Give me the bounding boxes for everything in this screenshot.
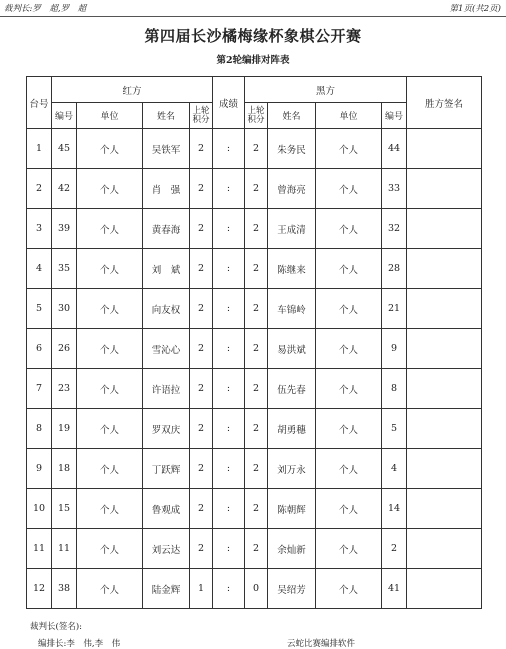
cell-result: :	[213, 489, 245, 529]
cell-red-name: 黄春海	[143, 209, 190, 249]
cell-winner-sign	[407, 409, 482, 449]
header-red-name: 姓名	[143, 103, 190, 129]
footer-software: 云蛇比赛编排软件	[287, 639, 356, 649]
cell-black-prev-score: 2	[245, 489, 268, 529]
cell-black-num: 5	[382, 409, 407, 449]
cell-red-num: 23	[52, 369, 77, 409]
table-row	[27, 129, 482, 169]
cell-result: :	[213, 409, 245, 449]
cell-red-unit: 个人	[77, 569, 143, 609]
cell-table-no: 1	[27, 129, 52, 169]
cell-black-name: 王成清	[268, 209, 316, 249]
cell-black-prev-score: 2	[245, 369, 268, 409]
cell-table-no: 11	[27, 529, 52, 569]
cell-winner-sign	[407, 169, 482, 209]
cell-result: :	[213, 449, 245, 489]
cell-black-num: 44	[382, 129, 407, 169]
cell-red-num: 26	[52, 329, 77, 369]
header-winner-sign: 胜方签名	[407, 77, 482, 129]
cell-black-unit: 个人	[316, 529, 382, 569]
cell-red-prev-score: 2	[190, 369, 213, 409]
page-header	[0, 0, 506, 17]
cell-result: :	[213, 289, 245, 329]
cell-black-unit: 个人	[316, 129, 382, 169]
cell-red-unit: 个人	[77, 129, 143, 169]
cell-black-num: 9	[382, 329, 407, 369]
cell-table-no: 9	[27, 449, 52, 489]
cell-black-name: 朱务民	[268, 129, 316, 169]
cell-winner-sign	[407, 489, 482, 529]
cell-winner-sign	[407, 529, 482, 569]
cell-red-num: 35	[52, 249, 77, 289]
cell-black-prev-score: 2	[245, 249, 268, 289]
cell-red-prev-score: 2	[190, 129, 213, 169]
cell-red-name: 鲁观成	[143, 489, 190, 529]
pairing-rows	[27, 129, 482, 609]
cell-red-num: 30	[52, 289, 77, 329]
cell-black-num: 8	[382, 369, 407, 409]
cell-winner-sign	[407, 329, 482, 369]
cell-winner-sign	[407, 449, 482, 489]
table-row	[27, 529, 482, 569]
cell-table-no: 10	[27, 489, 52, 529]
cell-red-prev-score: 2	[190, 329, 213, 369]
cell-red-num: 18	[52, 449, 77, 489]
cell-red-unit: 个人	[77, 369, 143, 409]
cell-red-unit: 个人	[77, 249, 143, 289]
cell-black-unit: 个人	[316, 489, 382, 529]
table-row	[27, 209, 482, 249]
cell-table-no: 7	[27, 369, 52, 409]
cell-black-name: 曾海亮	[268, 169, 316, 209]
cell-black-prev-score: 2	[245, 169, 268, 209]
cell-red-prev-score: 2	[190, 209, 213, 249]
cell-black-unit: 个人	[316, 289, 382, 329]
cell-red-name: 吴铁军	[143, 129, 190, 169]
cell-black-name: 吴绍芳	[268, 569, 316, 609]
cell-red-num: 42	[52, 169, 77, 209]
page-subtitle: 第2轮编排对阵表	[216, 55, 290, 66]
cell-red-unit: 个人	[77, 169, 143, 209]
cell-black-num: 4	[382, 449, 407, 489]
cell-red-num: 11	[52, 529, 77, 569]
prev-score-line2: 积分	[247, 114, 265, 125]
cell-black-num: 14	[382, 489, 407, 529]
cell-black-num: 28	[382, 249, 407, 289]
cell-red-unit: 个人	[77, 409, 143, 449]
cell-winner-sign	[407, 289, 482, 329]
cell-red-name: 肖 强	[143, 169, 190, 209]
cell-table-no: 5	[27, 289, 52, 329]
cell-table-no: 6	[27, 329, 52, 369]
cell-black-prev-score: 0	[245, 569, 268, 609]
cell-black-name: 胡勇穗	[268, 409, 316, 449]
header-red: 红方	[52, 77, 213, 103]
cell-red-num: 19	[52, 409, 77, 449]
cell-result: :	[213, 129, 245, 169]
table-row	[27, 569, 482, 609]
page-title: 第四届长沙橘梅缘杯象棋公开赛	[144, 27, 362, 45]
cell-red-unit: 个人	[77, 489, 143, 529]
cell-black-unit: 个人	[316, 449, 382, 489]
cell-table-no: 3	[27, 209, 52, 249]
cell-result: :	[213, 569, 245, 609]
cell-black-unit: 个人	[316, 169, 382, 209]
cell-table-no: 12	[27, 569, 52, 609]
cell-red-name: 向友权	[143, 289, 190, 329]
header-red-num: 编号	[52, 103, 77, 129]
cell-table-no: 4	[27, 249, 52, 289]
cell-red-unit: 个人	[77, 529, 143, 569]
prev-score-line1: 上轮	[192, 105, 210, 116]
cell-winner-sign	[407, 249, 482, 289]
table-row	[27, 489, 482, 529]
table-row	[27, 369, 482, 409]
cell-black-prev-score: 2	[245, 409, 268, 449]
cell-red-unit: 个人	[77, 289, 143, 329]
cell-black-unit: 个人	[316, 249, 382, 289]
cell-black-name: 车锦岭	[268, 289, 316, 329]
header-page-number: 第1页(共2页)	[449, 4, 501, 14]
cell-red-num: 45	[52, 129, 77, 169]
cell-red-prev-score: 2	[190, 449, 213, 489]
cell-red-num: 15	[52, 489, 77, 529]
cell-red-prev-score: 2	[190, 249, 213, 289]
table-row	[27, 409, 482, 449]
cell-red-num: 38	[52, 569, 77, 609]
footer-chief-referee: 裁判长(签名):	[30, 622, 82, 632]
cell-red-prev-score: 2	[190, 529, 213, 569]
cell-black-num: 33	[382, 169, 407, 209]
cell-black-prev-score: 2	[245, 209, 268, 249]
cell-black-unit: 个人	[316, 409, 382, 449]
cell-red-name: 许语拉	[143, 369, 190, 409]
cell-black-name: 陈继来	[268, 249, 316, 289]
header-table-no: 台号	[27, 77, 52, 129]
prev-score-line1: 上轮	[247, 105, 265, 116]
header-black-prev-score	[245, 103, 268, 129]
cell-black-prev-score: 2	[245, 529, 268, 569]
cell-red-unit: 个人	[77, 329, 143, 369]
cell-black-unit: 个人	[316, 569, 382, 609]
cell-table-no: 8	[27, 409, 52, 449]
header-red-prev-score	[190, 103, 213, 129]
cell-result: :	[213, 529, 245, 569]
cell-red-num: 39	[52, 209, 77, 249]
cell-result: :	[213, 169, 245, 209]
cell-black-unit: 个人	[316, 329, 382, 369]
cell-red-unit: 个人	[77, 209, 143, 249]
cell-table-no: 2	[27, 169, 52, 209]
cell-black-unit: 个人	[316, 209, 382, 249]
cell-black-num: 21	[382, 289, 407, 329]
header-black-num: 编号	[382, 103, 407, 129]
cell-winner-sign	[407, 209, 482, 249]
cell-black-name: 余灿新	[268, 529, 316, 569]
cell-red-prev-score: 2	[190, 169, 213, 209]
cell-red-name: 罗双庆	[143, 409, 190, 449]
cell-black-num: 32	[382, 209, 407, 249]
cell-result: :	[213, 369, 245, 409]
table-row	[27, 249, 482, 289]
cell-red-prev-score: 2	[190, 489, 213, 529]
cell-winner-sign	[407, 569, 482, 609]
cell-black-prev-score: 2	[245, 129, 268, 169]
pairing-table	[26, 76, 482, 609]
cell-red-name: 刘 斌	[143, 249, 190, 289]
header-referee: 裁判长:罗 超,罗 超	[4, 4, 87, 14]
cell-red-prev-score: 2	[190, 409, 213, 449]
cell-winner-sign	[407, 369, 482, 409]
header-result: 成绩	[213, 77, 245, 129]
cell-black-unit: 个人	[316, 369, 382, 409]
cell-black-prev-score: 2	[245, 329, 268, 369]
cell-red-name: 刘云达	[143, 529, 190, 569]
cell-black-prev-score: 2	[245, 289, 268, 329]
cell-black-name: 易洪斌	[268, 329, 316, 369]
header-black: 黑方	[245, 77, 407, 103]
cell-black-name: 刘万永	[268, 449, 316, 489]
table-row	[27, 289, 482, 329]
cell-red-name: 陆金辉	[143, 569, 190, 609]
cell-result: :	[213, 249, 245, 289]
cell-black-name: 陈朝辉	[268, 489, 316, 529]
cell-red-name: 雪沁心	[143, 329, 190, 369]
cell-black-name: 伍先春	[268, 369, 316, 409]
table-row	[27, 169, 482, 209]
header-black-unit: 单位	[316, 103, 382, 129]
cell-red-unit: 个人	[77, 449, 143, 489]
cell-result: :	[213, 209, 245, 249]
cell-winner-sign	[407, 129, 482, 169]
cell-red-prev-score: 1	[190, 569, 213, 609]
cell-black-num: 2	[382, 529, 407, 569]
prev-score-line2: 积分	[192, 114, 210, 125]
cell-result: :	[213, 329, 245, 369]
cell-black-prev-score: 2	[245, 449, 268, 489]
cell-red-prev-score: 2	[190, 289, 213, 329]
cell-red-name: 丁跃辉	[143, 449, 190, 489]
footer-arranger: 编排长:李 伟,李 伟	[38, 639, 121, 649]
table-row	[27, 449, 482, 489]
cell-black-num: 41	[382, 569, 407, 609]
table-row	[27, 329, 482, 369]
header-red-unit: 单位	[77, 103, 143, 129]
header-black-name: 姓名	[268, 103, 316, 129]
